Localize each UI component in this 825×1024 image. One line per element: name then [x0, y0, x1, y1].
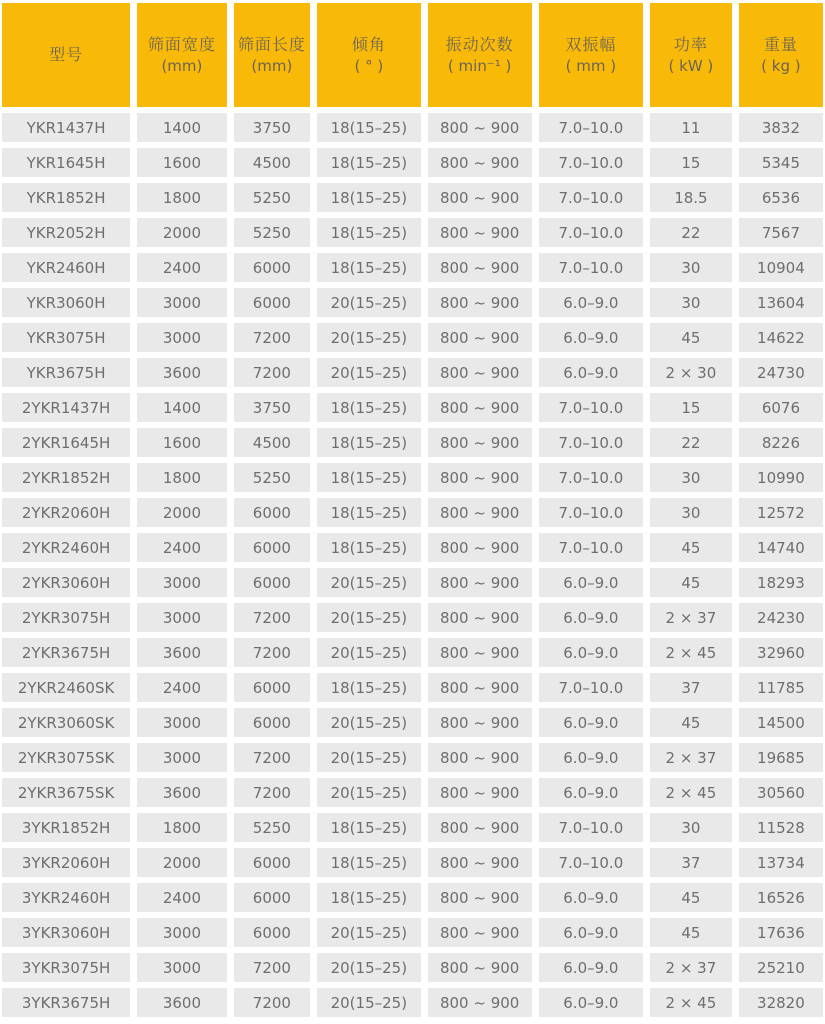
model-cell: YKR3075H — [2, 323, 130, 352]
spec-cell: 5345 — [739, 148, 823, 177]
spec-cell: 3750 — [234, 113, 310, 142]
spec-cell: 7200 — [234, 988, 310, 1017]
model-cell: YKR2460H — [2, 253, 130, 282]
spec-cell: 2000 — [137, 218, 227, 247]
spec-cell: 6.0–9.0 — [539, 568, 643, 597]
spec-cell: 7.0–10.0 — [539, 498, 643, 527]
spec-cell: 2 × 45 — [650, 988, 732, 1017]
table-row — [2, 358, 823, 387]
spec-cell: 2400 — [137, 883, 227, 912]
spec-cell: 2 × 45 — [650, 638, 732, 667]
table-row — [2, 533, 823, 562]
spec-cell: 6.0–9.0 — [539, 708, 643, 737]
spec-cell: 22 — [650, 218, 732, 247]
table-row — [2, 673, 823, 702]
model-cell: 2YKR3060SK — [2, 708, 130, 737]
table-row — [2, 743, 823, 772]
column-title: 筛面长度 — [237, 35, 306, 54]
spec-cell: 1400 — [137, 393, 227, 422]
spec-cell: 7.0–10.0 — [539, 183, 643, 212]
model-cell: 2YKR3675SK — [2, 778, 130, 807]
spec-cell: 24730 — [739, 358, 823, 387]
table-row — [2, 778, 823, 807]
spec-cell: 30 — [650, 498, 732, 527]
spec-cell: 6000 — [234, 708, 310, 737]
spec-cell: 6.0–9.0 — [539, 918, 643, 947]
spec-cell: 17636 — [739, 918, 823, 947]
spec-cell: 11785 — [739, 673, 823, 702]
spec-cell: 2400 — [137, 673, 227, 702]
spec-cell: 6000 — [234, 498, 310, 527]
spec-cell: 800 ~ 900 — [428, 323, 532, 352]
table-row — [2, 428, 823, 457]
spec-cell: 1800 — [137, 463, 227, 492]
model-cell: 3YKR3075H — [2, 953, 130, 982]
spec-cell: 7200 — [234, 953, 310, 982]
column-unit: ( kg ) — [761, 57, 801, 75]
spec-cell: 3832 — [739, 113, 823, 142]
spec-cell: 20(15–25) — [317, 358, 420, 387]
spec-cell: 800 ~ 900 — [428, 953, 532, 982]
spec-cell: 18(15–25) — [317, 113, 420, 142]
spec-cell: 7.0–10.0 — [539, 533, 643, 562]
column-title: 振动次数 — [445, 35, 514, 54]
spec-cell: 30560 — [739, 778, 823, 807]
spec-cell: 5250 — [234, 183, 310, 212]
spec-cell: 3600 — [137, 358, 227, 387]
spec-cell: 10904 — [739, 253, 823, 282]
spec-cell: 7.0–10.0 — [539, 428, 643, 457]
spec-cell: 6.0–9.0 — [539, 288, 643, 317]
spec-cell: 20(15–25) — [317, 603, 420, 632]
spec-cell: 3600 — [137, 988, 227, 1017]
column-title: 双振幅 — [565, 35, 617, 54]
model-cell: 3YKR1852H — [2, 813, 130, 842]
spec-cell: 20(15–25) — [317, 568, 420, 597]
table-row — [2, 603, 823, 632]
spec-cell: 3000 — [137, 288, 227, 317]
spec-cell: 2 × 45 — [650, 778, 732, 807]
spec-cell: 7.0–10.0 — [539, 253, 643, 282]
column-header-screen-width — [137, 3, 227, 107]
spec-cell: 800 ~ 900 — [428, 813, 532, 842]
spec-cell: 20(15–25) — [317, 323, 420, 352]
spec-cell: 8226 — [739, 428, 823, 457]
spec-cell: 12572 — [739, 498, 823, 527]
spec-cell: 1800 — [137, 813, 227, 842]
spec-cell: 800 ~ 900 — [428, 148, 532, 177]
spec-cell: 6000 — [234, 673, 310, 702]
spec-cell: 14500 — [739, 708, 823, 737]
spec-cell: 6000 — [234, 848, 310, 877]
spec-cell: 800 ~ 900 — [428, 568, 532, 597]
table-row — [2, 463, 823, 492]
model-cell: 2YKR3675H — [2, 638, 130, 667]
spec-cell: 18(15–25) — [317, 183, 420, 212]
column-title: 功率 — [673, 35, 708, 54]
spec-cell: 18(15–25) — [317, 428, 420, 457]
spec-cell: 19685 — [739, 743, 823, 772]
model-cell: 2YKR3075SK — [2, 743, 130, 772]
spec-cell: 3600 — [137, 638, 227, 667]
table-row — [2, 568, 823, 597]
table-row — [2, 148, 823, 177]
spec-cell: 6.0–9.0 — [539, 988, 643, 1017]
model-cell: 2YKR1645H — [2, 428, 130, 457]
table-row — [2, 183, 823, 212]
model-cell: YKR3060H — [2, 288, 130, 317]
table-row — [2, 253, 823, 282]
spec-cell: 2000 — [137, 848, 227, 877]
spec-cell: 7.0–10.0 — [539, 148, 643, 177]
spec-cell: 800 ~ 900 — [428, 848, 532, 877]
spec-cell: 32820 — [739, 988, 823, 1017]
spec-cell: 18.5 — [650, 183, 732, 212]
spec-cell: 18(15–25) — [317, 253, 420, 282]
model-cell: YKR1852H — [2, 183, 130, 212]
column-title: 型号 — [49, 45, 84, 64]
column-header-power — [650, 3, 732, 107]
spec-cell: 3000 — [137, 918, 227, 947]
spec-cell: 4500 — [234, 148, 310, 177]
spec-cell: 2400 — [137, 253, 227, 282]
spec-cell: 6000 — [234, 918, 310, 947]
table-row — [2, 813, 823, 842]
spec-cell: 800 ~ 900 — [428, 708, 532, 737]
model-cell: YKR1437H — [2, 113, 130, 142]
spec-cell: 7200 — [234, 358, 310, 387]
model-cell: 2YKR3060H — [2, 568, 130, 597]
spec-cell: 13734 — [739, 848, 823, 877]
spec-cell: 5250 — [234, 463, 310, 492]
table-row — [2, 498, 823, 527]
spec-cell: 6.0–9.0 — [539, 743, 643, 772]
spec-cell: 14622 — [739, 323, 823, 352]
spec-cell: 20(15–25) — [317, 638, 420, 667]
column-unit: ( kW ) — [668, 57, 714, 75]
table-row — [2, 708, 823, 737]
spec-cell: 7.0–10.0 — [539, 393, 643, 422]
spec-cell: 800 ~ 900 — [428, 358, 532, 387]
table-row — [2, 393, 823, 422]
spec-cell: 45 — [650, 323, 732, 352]
spec-cell: 25210 — [739, 953, 823, 982]
spec-cell: 3000 — [137, 323, 227, 352]
spec-cell: 7.0–10.0 — [539, 218, 643, 247]
spec-cell: 3000 — [137, 953, 227, 982]
spec-cell: 2 × 37 — [650, 603, 732, 632]
spec-cell: 800 ~ 900 — [428, 253, 532, 282]
spec-cell: 20(15–25) — [317, 918, 420, 947]
spec-cell: 800 ~ 900 — [428, 778, 532, 807]
spec-cell: 30 — [650, 813, 732, 842]
spec-cell: 800 ~ 900 — [428, 183, 532, 212]
spec-cell: 20(15–25) — [317, 953, 420, 982]
spec-cell: 7.0–10.0 — [539, 113, 643, 142]
table-row — [2, 218, 823, 247]
spec-cell: 800 ~ 900 — [428, 673, 532, 702]
model-cell: 2YKR1852H — [2, 463, 130, 492]
spec-cell: 800 ~ 900 — [428, 638, 532, 667]
spec-cell: 800 ~ 900 — [428, 393, 532, 422]
model-cell: YKR2052H — [2, 218, 130, 247]
spec-cell: 37 — [650, 673, 732, 702]
spec-cell: 800 ~ 900 — [428, 428, 532, 457]
spec-cell: 6.0–9.0 — [539, 603, 643, 632]
table-row — [2, 638, 823, 667]
spec-cell: 800 ~ 900 — [428, 498, 532, 527]
spec-cell: 14740 — [739, 533, 823, 562]
spec-cell: 800 ~ 900 — [428, 533, 532, 562]
spec-cell: 1600 — [137, 148, 227, 177]
spec-cell: 18(15–25) — [317, 813, 420, 842]
model-cell: 2YKR3075H — [2, 603, 130, 632]
spec-cell: 18293 — [739, 568, 823, 597]
spec-cell: 3000 — [137, 743, 227, 772]
model-cell: YKR1645H — [2, 148, 130, 177]
column-unit: ( mm ) — [565, 57, 617, 75]
spec-cell: 7.0–10.0 — [539, 673, 643, 702]
column-header-model — [2, 3, 130, 107]
column-unit: ( min⁻¹ ) — [447, 57, 512, 75]
spec-cell: 11528 — [739, 813, 823, 842]
spec-cell: 6.0–9.0 — [539, 883, 643, 912]
spec-cell: 18(15–25) — [317, 463, 420, 492]
spec-cell: 6000 — [234, 883, 310, 912]
spec-cell: 6000 — [234, 253, 310, 282]
spec-cell: 18(15–25) — [317, 148, 420, 177]
spec-cell: 800 ~ 900 — [428, 603, 532, 632]
spec-cell: 6.0–9.0 — [539, 638, 643, 667]
spec-cell: 800 ~ 900 — [428, 218, 532, 247]
table-row — [2, 288, 823, 317]
spec-cell: 6000 — [234, 288, 310, 317]
spec-cell: 32960 — [739, 638, 823, 667]
spec-cell: 18(15–25) — [317, 498, 420, 527]
spec-cell: 6.0–9.0 — [539, 323, 643, 352]
spec-cell: 3750 — [234, 393, 310, 422]
spec-cell: 7567 — [739, 218, 823, 247]
spec-cell: 3000 — [137, 603, 227, 632]
spec-cell: 4500 — [234, 428, 310, 457]
spec-cell: 7.0–10.0 — [539, 463, 643, 492]
spec-cell: 7200 — [234, 603, 310, 632]
column-unit: (mm) — [161, 57, 203, 75]
spec-cell: 18(15–25) — [317, 533, 420, 562]
spec-cell: 800 ~ 900 — [428, 463, 532, 492]
model-cell: 3YKR2460H — [2, 883, 130, 912]
spec-cell: 800 ~ 900 — [428, 113, 532, 142]
spec-table-body — [2, 113, 823, 1017]
spec-cell: 6.0–9.0 — [539, 778, 643, 807]
spec-cell: 37 — [650, 848, 732, 877]
spec-cell: 2000 — [137, 498, 227, 527]
spec-cell: 13604 — [739, 288, 823, 317]
spec-cell: 18(15–25) — [317, 848, 420, 877]
spec-cell: 45 — [650, 918, 732, 947]
spec-cell: 7200 — [234, 778, 310, 807]
spec-cell: 45 — [650, 708, 732, 737]
model-cell: 2YKR2460SK — [2, 673, 130, 702]
spec-cell: 2 × 30 — [650, 358, 732, 387]
spec-cell: 20(15–25) — [317, 743, 420, 772]
spec-cell: 2400 — [137, 533, 227, 562]
spec-cell: 2 × 37 — [650, 953, 732, 982]
model-cell: 2YKR2060H — [2, 498, 130, 527]
spec-cell: 5250 — [234, 813, 310, 842]
spec-cell: 6.0–9.0 — [539, 953, 643, 982]
column-unit: ( ° ) — [354, 57, 384, 75]
spec-cell: 5250 — [234, 218, 310, 247]
spec-cell: 7200 — [234, 323, 310, 352]
spec-cell: 20(15–25) — [317, 708, 420, 737]
spec-cell: 10990 — [739, 463, 823, 492]
table-row — [2, 953, 823, 982]
spec-table-header — [2, 3, 823, 107]
spec-cell: 15 — [650, 148, 732, 177]
spec-cell: 45 — [650, 568, 732, 597]
model-cell: 2YKR1437H — [2, 393, 130, 422]
spec-cell: 800 ~ 900 — [428, 883, 532, 912]
spec-cell: 7.0–10.0 — [539, 813, 643, 842]
spec-cell: 6000 — [234, 533, 310, 562]
model-cell: YKR3675H — [2, 358, 130, 387]
spec-cell: 6076 — [739, 393, 823, 422]
spec-cell: 30 — [650, 463, 732, 492]
spec-cell: 18(15–25) — [317, 883, 420, 912]
model-cell: 3YKR3060H — [2, 918, 130, 947]
spec-cell: 30 — [650, 288, 732, 317]
model-cell: 2YKR2460H — [2, 533, 130, 562]
spec-cell: 18(15–25) — [317, 393, 420, 422]
spec-cell: 3000 — [137, 568, 227, 597]
spec-cell: 800 ~ 900 — [428, 988, 532, 1017]
spec-cell: 800 ~ 900 — [428, 288, 532, 317]
spec-cell: 1800 — [137, 183, 227, 212]
column-header-vibration-frequency — [428, 3, 532, 107]
spec-cell: 20(15–25) — [317, 988, 420, 1017]
spec-cell: 24230 — [739, 603, 823, 632]
spec-cell: 15 — [650, 393, 732, 422]
spec-cell: 45 — [650, 533, 732, 562]
spec-cell: 800 ~ 900 — [428, 743, 532, 772]
table-row — [2, 848, 823, 877]
spec-cell: 11 — [650, 113, 732, 142]
spec-cell: 6536 — [739, 183, 823, 212]
spec-cell: 800 ~ 900 — [428, 918, 532, 947]
header-row — [2, 3, 823, 107]
spec-cell: 6.0–9.0 — [539, 358, 643, 387]
spec-cell: 2 × 37 — [650, 743, 732, 772]
table-row — [2, 918, 823, 947]
spec-cell: 20(15–25) — [317, 288, 420, 317]
column-title: 倾角 — [351, 35, 386, 54]
spec-cell: 45 — [650, 883, 732, 912]
spec-cell: 3600 — [137, 778, 227, 807]
column-header-incline-angle — [317, 3, 420, 107]
model-cell: 3YKR3675H — [2, 988, 130, 1017]
table-row — [2, 113, 823, 142]
spec-cell: 30 — [650, 253, 732, 282]
column-header-screen-length — [234, 3, 310, 107]
spec-cell: 20(15–25) — [317, 778, 420, 807]
column-unit: (mm) — [251, 57, 293, 75]
spec-cell: 1400 — [137, 113, 227, 142]
table-row — [2, 883, 823, 912]
spec-cell: 1600 — [137, 428, 227, 457]
column-title: 重量 — [763, 35, 798, 54]
spec-cell: 22 — [650, 428, 732, 457]
table-row — [2, 323, 823, 352]
spec-cell: 6000 — [234, 568, 310, 597]
spec-cell: 7200 — [234, 743, 310, 772]
spec-cell: 3000 — [137, 708, 227, 737]
spec-cell: 7.0–10.0 — [539, 848, 643, 877]
table-row — [2, 988, 823, 1017]
spec-cell: 7200 — [234, 638, 310, 667]
spec-cell: 18(15–25) — [317, 673, 420, 702]
column-header-weight — [739, 3, 823, 107]
spec-cell: 16526 — [739, 883, 823, 912]
model-cell: 3YKR2060H — [2, 848, 130, 877]
column-header-double-amplitude — [539, 3, 643, 107]
column-title: 筛面宽度 — [147, 35, 216, 54]
spec-cell: 18(15–25) — [317, 218, 420, 247]
